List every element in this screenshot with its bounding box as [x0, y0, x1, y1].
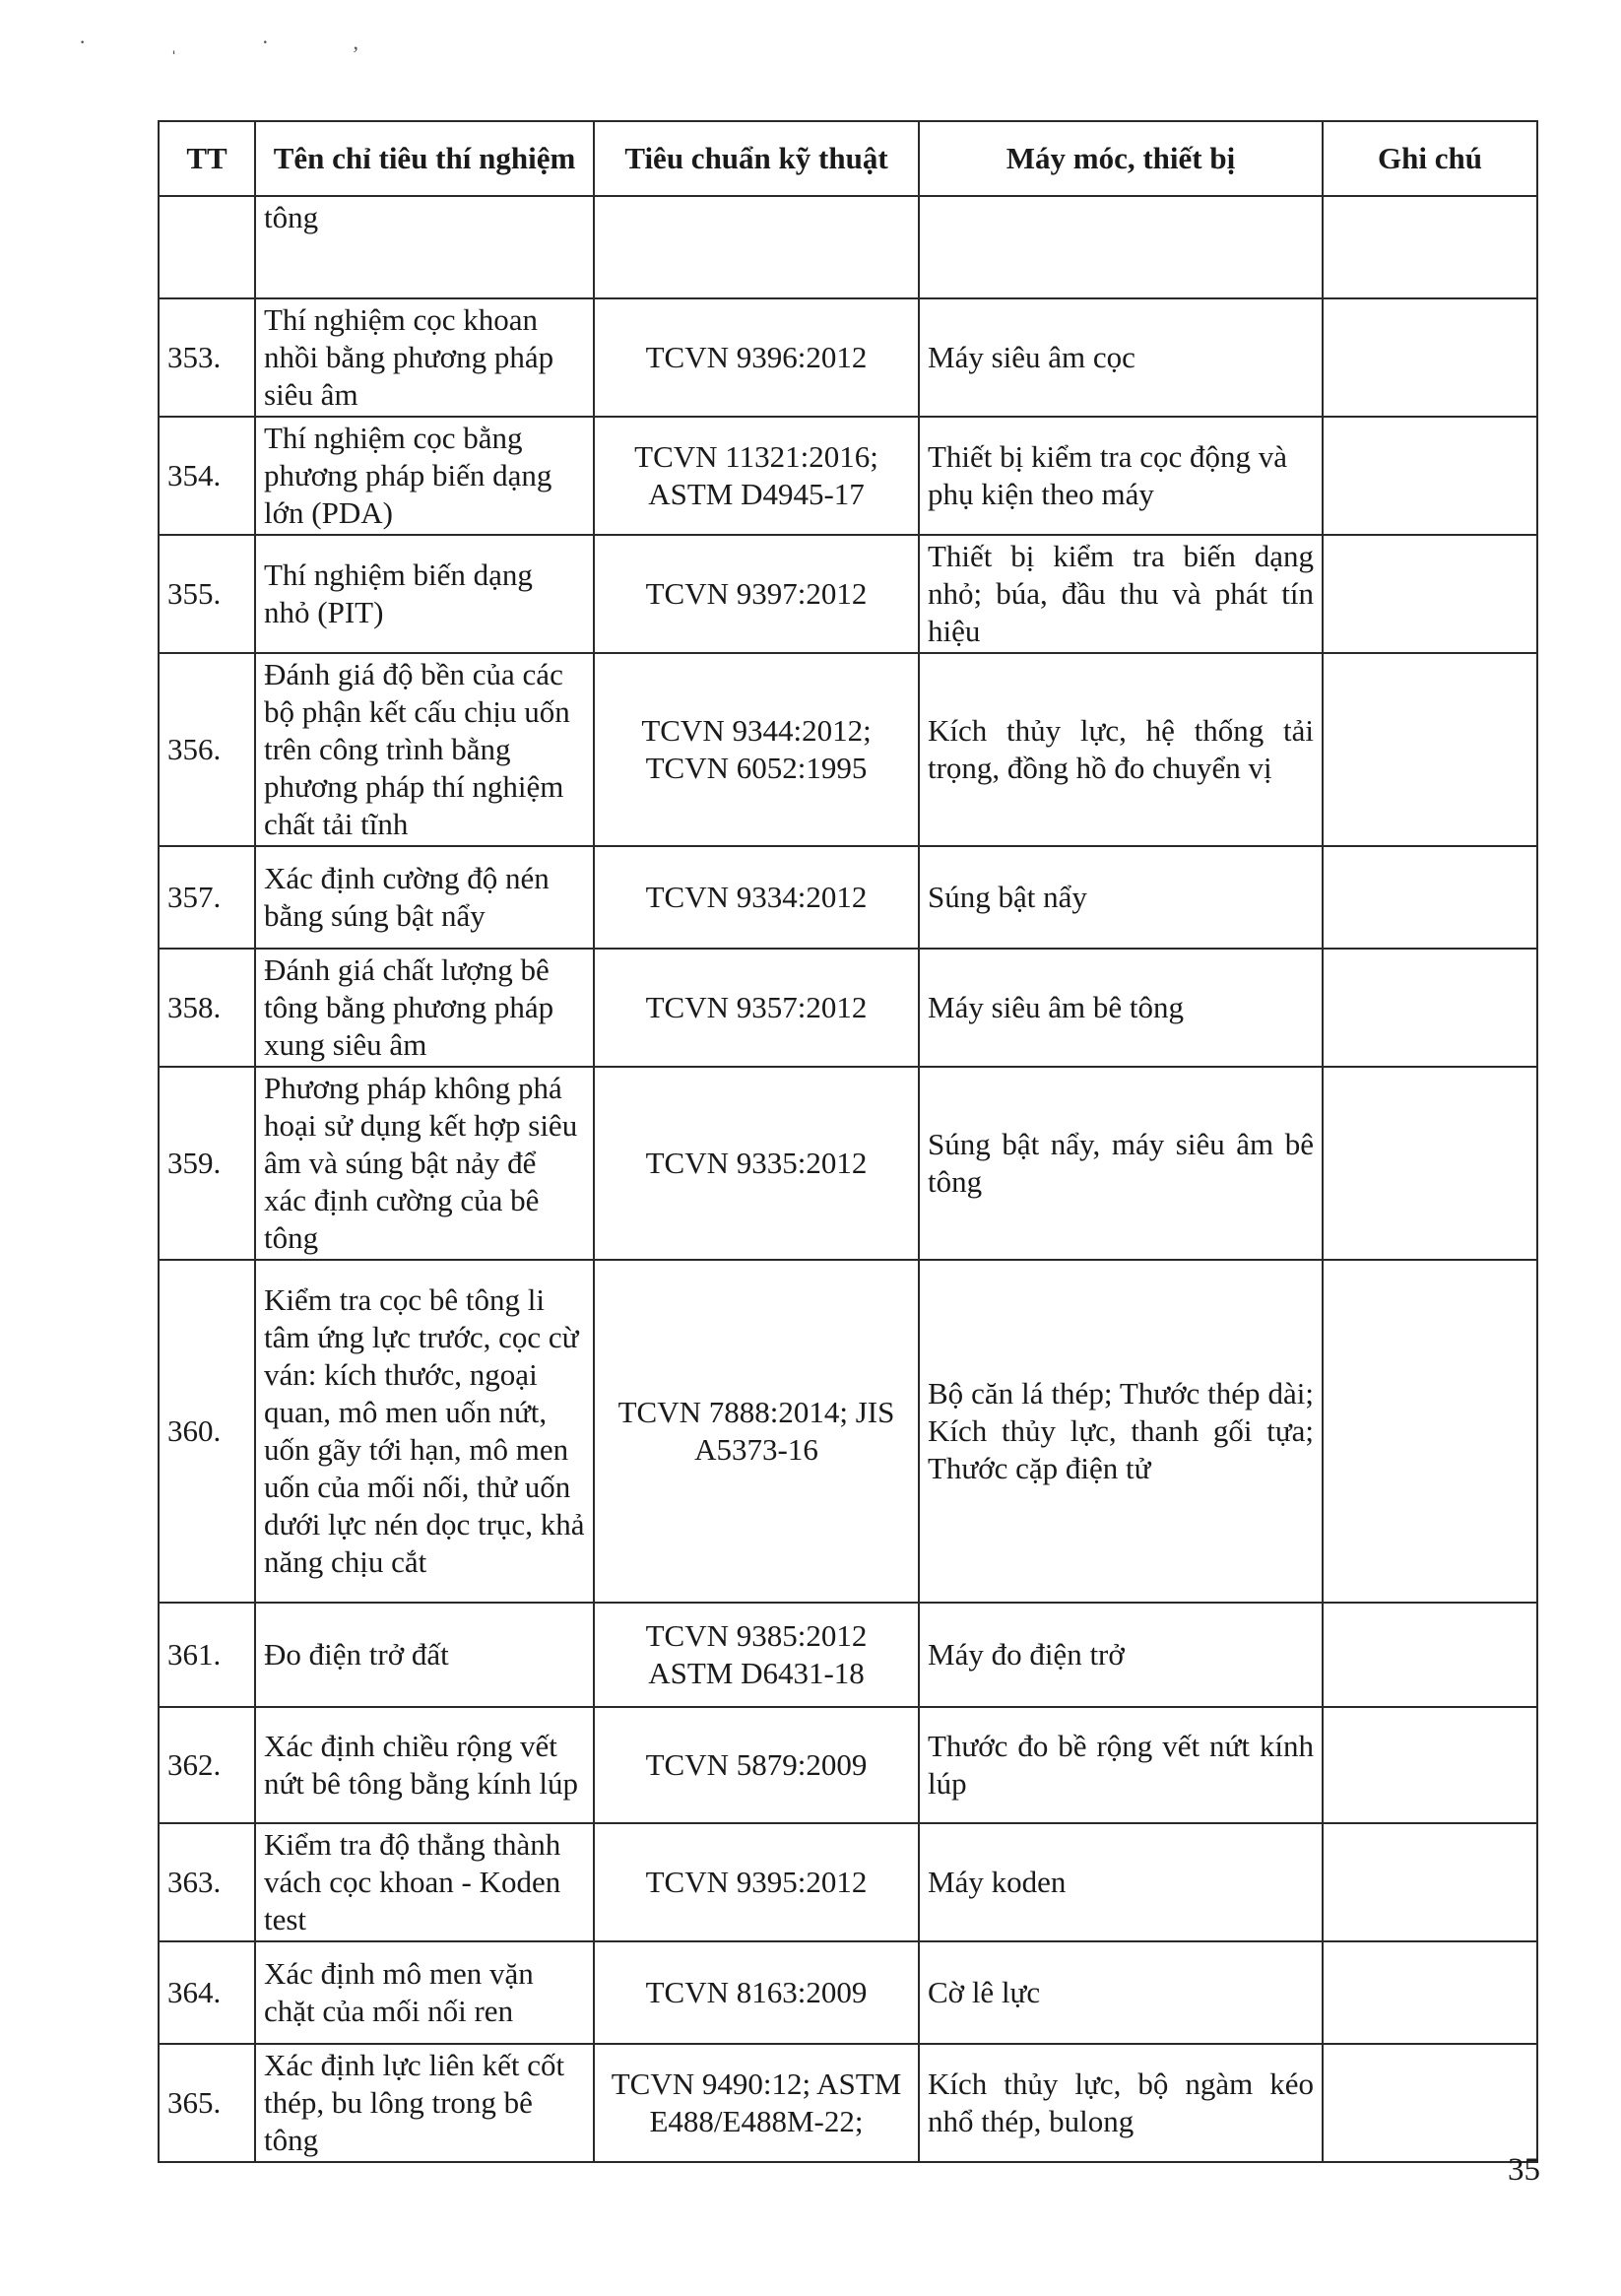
cell-test-name: Đánh giá độ bền của các bộ phận kết cấu chịu uốn trên công trình bằng phương pháp thí nghiệm chất tải tĩnh — [255, 653, 594, 846]
cell-note — [1323, 535, 1537, 653]
cell-tt: 353. — [159, 298, 255, 417]
scan-specks: · ˌ · , — [79, 30, 398, 54]
cell-equipment: Máy siêu âm cọc — [919, 298, 1323, 417]
cell-standard: TCVN 9395:2012 — [594, 1823, 919, 1941]
cell-standard: TCVN 7888:2014; JIS A5373-16 — [594, 1260, 919, 1603]
cell-note — [1323, 1603, 1537, 1707]
cell-equipment: Thiết bị kiểm tra cọc động và phụ kiện theo máy — [919, 417, 1323, 535]
cell-note — [1323, 298, 1537, 417]
cell-test-name: Kiểm tra cọc bê tông li tâm ứng lực trước, cọc cừ ván: kích thước, ngoại quan, mô men uốn nứt, uốn gãy tới hạn, mô men uốn của mối nối, thử uốn dưới lực nén dọc trục, khả năng chịu cắt — [255, 1260, 594, 1603]
cell-note — [1323, 2044, 1537, 2162]
cell-standard: TCVN 9490:12; ASTM E488/E488M-22; — [594, 2044, 919, 2162]
cell-test-name: Đo điện trở đất — [255, 1603, 594, 1707]
page-number: 35 — [1508, 2152, 1540, 2188]
cell-tt: 362. — [159, 1707, 255, 1823]
cell-test-name: tông — [255, 196, 594, 298]
cell-standard: TCVN 9344:2012; TCVN 6052:1995 — [594, 653, 919, 846]
header-standard: Tiêu chuẩn kỹ thuật — [594, 121, 919, 196]
cell-note — [1323, 653, 1537, 846]
header-note: Ghi chú — [1323, 121, 1537, 196]
cell-test-name: Thí nghiệm biến dạng nhỏ (PIT) — [255, 535, 594, 653]
cell-tt: 361. — [159, 1603, 255, 1707]
cell-tt: 358. — [159, 949, 255, 1067]
table-row — [159, 2044, 1537, 2162]
cell-standard: TCVN 9334:2012 — [594, 846, 919, 949]
cell-standard: TCVN 8163:2009 — [594, 1941, 919, 2044]
table-row-continuation — [159, 196, 1537, 298]
table-row — [159, 949, 1537, 1067]
cell-standard: TCVN 9357:2012 — [594, 949, 919, 1067]
cell-note — [1323, 1067, 1537, 1260]
cell-test-name: Xác định lực liên kết cốt thép, bu lông trong bê tông — [255, 2044, 594, 2162]
test-standards-table — [158, 120, 1538, 2163]
cell-test-name: Thí nghiệm cọc khoan nhồi bằng phương pháp siêu âm — [255, 298, 594, 417]
table-row — [159, 1603, 1537, 1707]
header-tt: TT — [159, 121, 255, 196]
cell-test-name: Đánh giá chất lượng bê tông bằng phương pháp xung siêu âm — [255, 949, 594, 1067]
table-row — [159, 1823, 1537, 1941]
cell-note — [1323, 1941, 1537, 2044]
table-header — [159, 121, 1537, 196]
table-row — [159, 1067, 1537, 1260]
cell-standard: TCVN 9385:2012 ASTM D6431-18 — [594, 1603, 919, 1707]
cell-equipment: Máy đo điện trở — [919, 1603, 1323, 1707]
header-equipment: Máy móc, thiết bị — [919, 121, 1323, 196]
cell-standard: TCVN 9396:2012 — [594, 298, 919, 417]
cell-equipment: Máy koden — [919, 1823, 1323, 1941]
cell-test-name: Xác định chiều rộng vết nứt bê tông bằng kính lúp — [255, 1707, 594, 1823]
cell-tt: 357. — [159, 846, 255, 949]
cell-note — [1323, 1707, 1537, 1823]
cell-standard: TCVN 9397:2012 — [594, 535, 919, 653]
table-row — [159, 1260, 1537, 1603]
cell-note — [1323, 1823, 1537, 1941]
cell-tt: 355. — [159, 535, 255, 653]
cell-test-name: Phương pháp không phá hoại sử dụng kết hợp siêu âm và súng bật nảy để xác định cường của bê tông — [255, 1067, 594, 1260]
cell-equipment — [919, 196, 1323, 298]
cell-tt: 360. — [159, 1260, 255, 1603]
cell-standard — [594, 196, 919, 298]
table-row — [159, 298, 1537, 417]
cell-standard: TCVN 11321:2016; ASTM D4945-17 — [594, 417, 919, 535]
cell-note — [1323, 846, 1537, 949]
cell-note — [1323, 1260, 1537, 1603]
cell-note — [1323, 196, 1537, 298]
cell-tt: 356. — [159, 653, 255, 846]
cell-tt: 363. — [159, 1823, 255, 1941]
cell-standard: TCVN 9335:2012 — [594, 1067, 919, 1260]
table-body — [159, 196, 1537, 2162]
cell-equipment: Cờ lê lực — [919, 1941, 1323, 2044]
cell-tt: 365. — [159, 2044, 255, 2162]
cell-equipment: Bộ căn lá thép; Thước thép dài; Kích thủy lực, thanh gối tựa; Thước cặp điện tử — [919, 1260, 1323, 1603]
cell-equipment: Thiết bị kiểm tra biến dạng nhỏ; búa, đầu thu và phát tín hiệu — [919, 535, 1323, 653]
cell-equipment: Súng bật nẩy, máy siêu âm bê tông — [919, 1067, 1323, 1260]
table-row — [159, 653, 1537, 846]
cell-note — [1323, 417, 1537, 535]
table-row — [159, 1707, 1537, 1823]
cell-note — [1323, 949, 1537, 1067]
header-test-name: Tên chỉ tiêu thí nghiệm — [255, 121, 594, 196]
cell-test-name: Xác định cường độ nén bằng súng bật nẩy — [255, 846, 594, 949]
table-row — [159, 417, 1537, 535]
cell-equipment: Máy siêu âm bê tông — [919, 949, 1323, 1067]
cell-tt: 354. — [159, 417, 255, 535]
cell-equipment: Súng bật nẩy — [919, 846, 1323, 949]
cell-equipment: Kích thủy lực, hệ thống tải trọng, đồng hồ đo chuyển vị — [919, 653, 1323, 846]
table-row — [159, 535, 1537, 653]
table-row — [159, 846, 1537, 949]
cell-equipment: Thước đo bề rộng vết nứt kính lúp — [919, 1707, 1323, 1823]
cell-equipment: Kích thủy lực, bộ ngàm kéo nhổ thép, bulong — [919, 2044, 1323, 2162]
header-row — [159, 121, 1537, 196]
cell-test-name: Thí nghiệm cọc bằng phương pháp biến dạng lớn (PDA) — [255, 417, 594, 535]
cell-test-name: Kiểm tra độ thẳng thành vách cọc khoan - Koden test — [255, 1823, 594, 1941]
cell-tt: 364. — [159, 1941, 255, 2044]
cell-tt: 359. — [159, 1067, 255, 1260]
cell-tt — [159, 196, 255, 298]
cell-test-name: Xác định mô men vặn chặt của mối nối ren — [255, 1941, 594, 2044]
table-row — [159, 1941, 1537, 2044]
cell-standard: TCVN 5879:2009 — [594, 1707, 919, 1823]
